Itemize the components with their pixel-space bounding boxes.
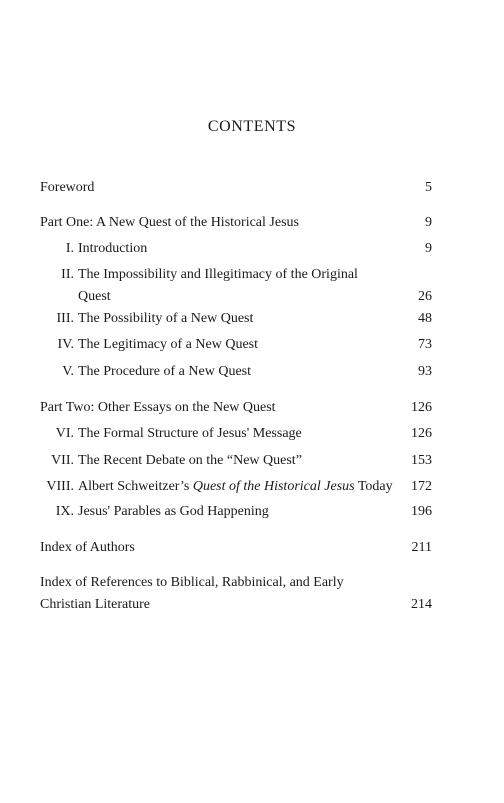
toc-entry-page: 9 (425, 215, 432, 230)
toc-entry-title: The Formal Structure of Jesus' Message (78, 426, 302, 441)
toc-entry-page: 126 (411, 400, 432, 415)
toc-entry-chapter-3[interactable] (40, 308, 432, 330)
title-italic: Quest of the Historical Jesus (192, 479, 355, 494)
toc-entry-title-line-1: The Impossibility and Illegitimacy of the Original (78, 267, 358, 282)
toc-entry-index-references[interactable] (40, 572, 432, 616)
toc-entry-chapter-8[interactable] (40, 476, 432, 498)
toc-entry-foreword[interactable] (40, 177, 432, 199)
toc-entry-page: 9 (425, 241, 432, 256)
toc-entry-page: 73 (418, 337, 432, 352)
toc-entry-chapter-1[interactable] (40, 238, 432, 260)
toc-entry-chapter-6[interactable] (40, 423, 432, 445)
toc-entry-page: 211 (411, 540, 432, 555)
toc-entry-chapter-4[interactable] (40, 334, 432, 356)
toc-entry-part-one[interactable] (40, 212, 432, 234)
toc-entry-title: Index of Authors (40, 540, 135, 555)
title-pre: Albert Schweitzer’s (78, 479, 193, 494)
chapter-number: II. (61, 267, 74, 282)
toc-entry-title (40, 476, 432, 498)
toc-entry-title: Part Two: Other Essays on the New Quest (40, 400, 276, 415)
toc-entry-title: The Legitimacy of a New Quest (78, 337, 258, 352)
toc-entry-page: 214 (411, 597, 432, 612)
toc-entry-title: Introduction (78, 241, 148, 256)
chapter-number: VI. (55, 426, 74, 441)
toc-entry-chapter-2[interactable] (40, 264, 432, 308)
toc-entry-title: The Procedure of a New Quest (78, 364, 251, 379)
toc-entry-page: 26 (418, 289, 432, 304)
toc-entry-index-authors[interactable] (40, 537, 432, 559)
toc-entry-part-two[interactable] (40, 397, 432, 419)
chapter-number: VIII. (46, 479, 74, 494)
toc-entry-page: 196 (411, 504, 432, 519)
toc-entry-page: 126 (411, 426, 432, 441)
page-title: CONTENTS (207, 118, 297, 135)
toc-entry-page: 48 (418, 311, 432, 326)
toc-entry-page: 153 (411, 453, 432, 468)
toc-entry-title: The Recent Debate on the “New Quest” (78, 453, 302, 468)
chapter-number: V. (62, 364, 74, 379)
toc-entry-title-line-1: Index of References to Biblical, Rabbinical, and Early (40, 575, 344, 590)
toc-entry-title: The Possibility of a New Quest (78, 311, 254, 326)
toc-entry-page: 172 (411, 479, 432, 494)
chapter-number: IV. (57, 337, 74, 352)
toc-entry-chapter-5[interactable] (40, 361, 432, 383)
chapter-number: I. (65, 241, 74, 256)
toc-entry-title: Foreword (40, 180, 95, 195)
chapter-number: IX. (55, 504, 74, 519)
title-post: Today (354, 479, 393, 494)
chapter-number: III. (56, 311, 74, 326)
toc-entry-title: Part One: A New Quest of the Historical Jesus (40, 215, 299, 230)
toc-entry-title: Jesus' Parables as God Happening (78, 504, 269, 519)
toc-entry-chapter-9[interactable] (40, 501, 432, 523)
toc-entry-title-line-2: Christian Literature (40, 597, 151, 612)
toc-entry-title-line-2: Quest (78, 289, 111, 304)
toc-entry-page: 5 (425, 180, 432, 195)
toc-entry-page: 93 (418, 364, 432, 379)
toc-entry-chapter-7[interactable] (40, 450, 432, 472)
chapter-number: VII. (51, 453, 74, 468)
